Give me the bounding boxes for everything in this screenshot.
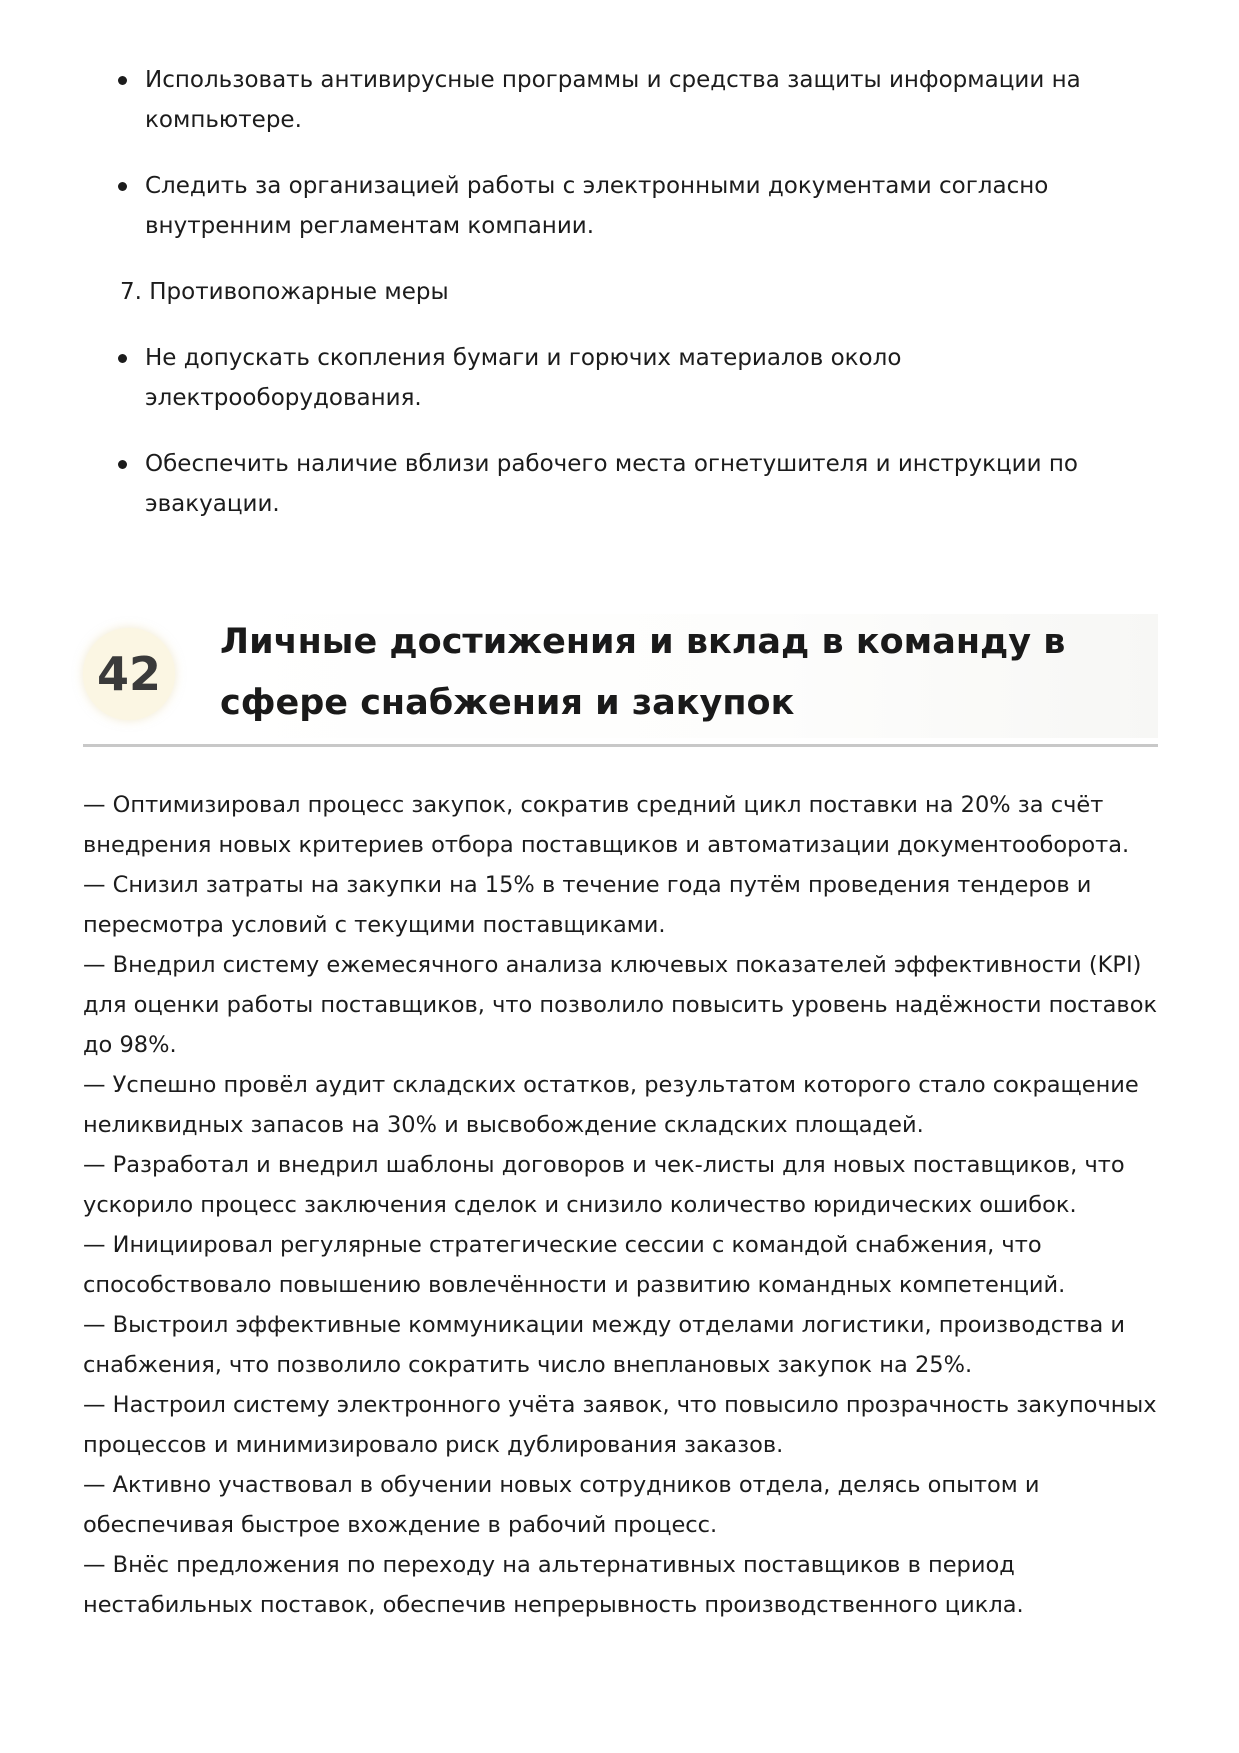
- list-item-text: Не допускать скопления бумаги и горючих материалов около электрооборудования.: [145, 345, 902, 411]
- list-item-text: Следить за организацией работы с электронными документами согласно внутренним регламентам компании.: [145, 173, 1049, 239]
- achievement-item: — Внёс предложения по переходу на альтернативных поставщиков в период нестабильных поставок, обеспечив непрерывность производственного цикла.: [83, 1552, 1024, 1618]
- achievement-item: — Успешно провёл аудит складских остатков, результатом которого стало сокращение неликвидных запасов на 30% и высвобождение складских площадей.: [83, 1072, 1139, 1138]
- bullet-icon: [118, 76, 127, 85]
- achievement-item: — Выстроил эффективные коммуникации между отделами логистики, производства и снабжения, что позволило сократить число внеплановых закупок на 25%.: [83, 1312, 1126, 1378]
- achievement-item: — Активно участвовал в обучении новых сотрудников отдела, делясь опытом и обеспечивая быстрое вхождение в рабочий процесс.: [83, 1472, 1040, 1538]
- list-item-text: Обеспечить наличие вблизи рабочего места огнетушителя и инструкции по эвакуации.: [145, 451, 1078, 517]
- achievement-item: — Снизил затраты на закупки на 15% в течение года путём проведения тендеров и пересмотра условий с текущими поставщиками.: [83, 872, 1092, 938]
- bullet-icon: [118, 460, 127, 469]
- list-item: [117, 60, 1177, 140]
- section-number-badge: 42: [83, 628, 175, 720]
- bullet-icon: [118, 182, 127, 191]
- section-header: [83, 612, 1158, 747]
- bullet-icon: [118, 354, 127, 363]
- list-item: [117, 166, 1177, 246]
- numbered-heading: 7. Противопожарные меры: [120, 279, 449, 305]
- achievements-list: [83, 785, 1173, 1625]
- achievement-item: — Инициировал регулярные стратегические сессии с командой снабжения, что способствовало повышению вовлечённости и развитию командных компетенций.: [83, 1232, 1066, 1298]
- achievement-item: — Настроил систему электронного учёта заявок, что повысило прозрачность закупочных процессов и минимизировало риск дублирования заказов.: [83, 1392, 1157, 1458]
- top-list: [117, 60, 1177, 550]
- list-item: [117, 444, 1177, 524]
- list-item: [117, 338, 1177, 418]
- achievement-item: — Оптимизировал процесс закупок, сократив средний цикл поставки на 20% за счёт внедрения новых критериев отбора поставщиков и автоматизации документооборота.: [83, 792, 1130, 858]
- list-item-text: Использовать антивирусные программы и средства защиты информации на компьютере.: [145, 67, 1081, 133]
- section-title: Личные достижения и вклад в команду в сфере снабжения и закупок: [220, 622, 1066, 723]
- achievement-item: — Внедрил систему ежемесячного анализа ключевых показателей эффективности (KPI) для оценки работы поставщиков, что позволило повысить уровень надёжности поставок до 98%.: [83, 952, 1158, 1058]
- achievement-item: — Разработал и внедрил шаблоны договоров и чек-листы для новых поставщиков, что ускорило процесс заключения сделок и снизило количество юридических ошибок.: [83, 1152, 1125, 1218]
